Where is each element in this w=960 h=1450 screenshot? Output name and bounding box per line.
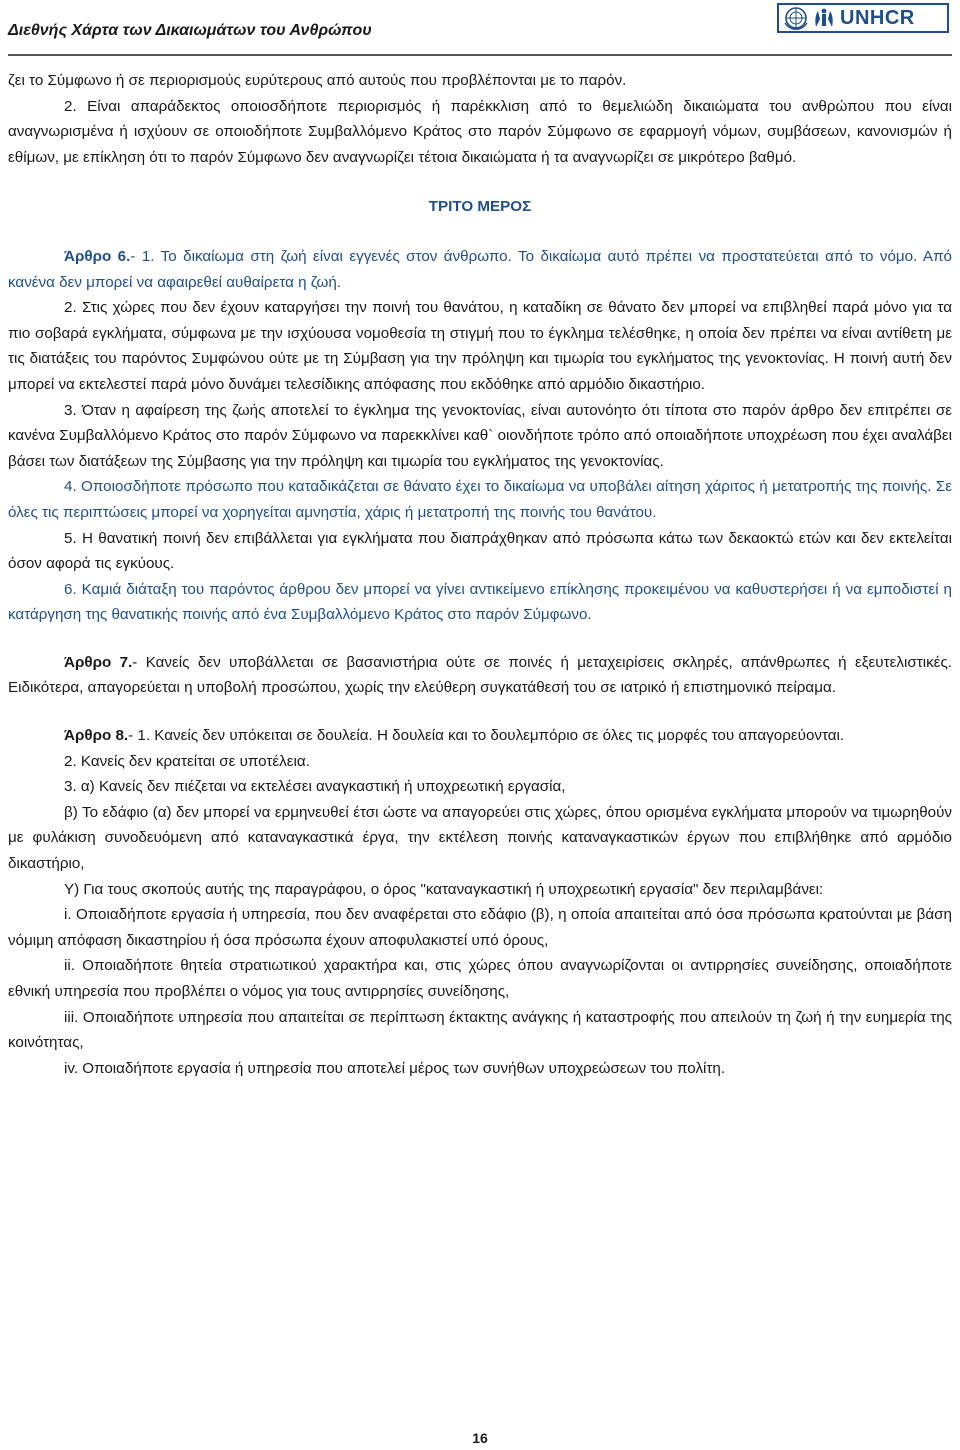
- article-7: [8, 650, 952, 701]
- paragraph: 5. Η θανατική ποινή δεν επιβάλλεται για εγκλήματα που διαπράχθηκαν από πρόσωπα κάτω των δεκαοκτώ ετών και δεν εκτελείται όσον αφορά τις εγκύους.: [8, 529, 952, 573]
- spacer: [8, 628, 952, 650]
- article-text: - 1. Το δικαίωμα στη ζωή είναι εγγενές στον άνθρωπο. Το δικαίωμα αυτό πρέπει να προστατεύεται από το νόμο. Από κανένα δεν μπορεί να αφαιρεθεί αυθαίρετα η ζωή.: [8, 247, 952, 291]
- unhcr-logo: [777, 3, 949, 33]
- paragraph: Υ) Για τους σκοπούς αυτής της παραγράφου, ο όρος "καταναγκαστική ή υποχρεωτική εργασία" δεν περιλαμβάνει:: [64, 880, 824, 898]
- article-8-paragraph-1: [8, 723, 952, 749]
- un-emblem-icon: [782, 5, 810, 31]
- paragraph: 4. Οποιοσδήποτε πρόσωπο που καταδικάζεται σε θάνατο έχει το δικαίωμα να υποβάλει αίτηση χάριτος ή μετατροπής της ποινής. Σε όλες τις περιπτώσεις μπορεί να χορηγείται αμνηστία, χάρις ή μετατροπή της ποινής του θανάτου.: [8, 478, 952, 521]
- paragraph: 6. Καμιά διάταξη του παρόντος άρθρου δεν μπορεί να γίνει αντικείμενο επίκλησης προκειμένου να καθυστερήσει ή να εμποδιστεί η κατάργηση της θανατικής ποινής από ένα Συμβαλλόμενο Κράτος στο παρόν Σύμφωνο.: [8, 580, 952, 624]
- article-label: Άρθρο 6.: [64, 247, 131, 265]
- refugee-hands-icon: [812, 5, 836, 31]
- header-divider: [8, 54, 952, 56]
- spacer: [8, 701, 952, 723]
- paragraph: 2. Στις χώρες που δεν έχουν καταργήσει την ποινή του θανάτου, η καταδίκη σε θάνατο δεν μπορεί να επιβληθεί παρά μόνο για τα πιο σοβαρά εγκλήματα, σύμφωνα με την ισχύουσα νομοθεσία τη στιγμή που το έγκλημα τελέσθηκε, η οποία δεν πρέπει να είναι αντίθετη με τις διατάξεις του παρόντος Συμφώνου ούτε με τη Σύμβαση για την πρόληψη και τιμωρία του εγκλήματος της γενοκτονίας. Η ποινή αυτή δεν μπορεί να εκτελεστεί παρά μόνο δυνάμει τελεσίδικης απόφασης που εκδόθηκε από αρμόδιο δικαστήριο.: [8, 299, 952, 393]
- logo-text: UNHCR: [840, 6, 915, 29]
- spacer: [8, 170, 952, 194]
- list-item: ii. Οποιαδήποτε θητεία στρατιωτικού χαρακτήρα και, στις χώρες όπου αναγνωρίζονται οι αντιρρησίες συνείδησης, οποιαδήποτε εθνική υπηρεσία που προβλέπει ο νόμος για τους αντιρρησίες συνείδησης,: [8, 957, 952, 1000]
- document-title: Διεθνής Χάρτα των Δικαιωμάτων του Ανθρώπου: [8, 22, 372, 39]
- paragraph: 3. Όταν η αφαίρεση της ζωής αποτελεί το έγκλημα της γενοκτονίας, είναι αυτονόητο ότι τίποτα στο παρόν άρθρο δεν επιτρέπει σε κανένα Συμβαλλόμενο Κράτος στο παρόν Σύμφωνο να παρεκκλίνει καθ` οιονδήποτε τρόπο από οποιαδήποτε υποχρέωση που έχει αναλάβει βάσει των διατάξεων της Σύμβασης για την πρόληψη και τιμωρία του εγκλήματος της γενοκτονίας.: [8, 401, 952, 470]
- list-item: i. Οποιαδήποτε εργασία ή υπηρεσία, που δεν αναφέρεται στο εδάφιο (β), η οποία απαιτείται από όσα πρόσωπα κρατούνται με βάση νόμιμη απόφαση δικαστηρίου ή όσα πρόσωπα έχουν αποφυλακιστεί υπό όρους,: [8, 906, 952, 949]
- paragraph: 2. Είναι απαράδεκτος οποιοσδήποτε περιορισμός ή παρέκκλιση από το θεμελιώδη δικαιώματα του ανθρώπου που είναι αναγνωρισμένα ή ισχύουν σε οποιοδήποτε Συμβαλλόμενο Κράτος στο παρόν Σύμφωνο σε εφαρμογή νόμων, συμβάσεων, κανονισμών ή εθίμων, με επίκληση ότι το παρόν Σύμφωνο δεν αναγνωρίζει τέτοια δικαιώματα ή τα αναγνωρίζει σε μικρότερο βαθμό.: [8, 97, 952, 166]
- paragraph: ζει το Σύμφωνο ή σε περιορισμούς ευρύτερους από αυτούς που προβλέπονται με το παρόν.: [8, 72, 627, 89]
- article-label: Άρθρο 8.: [64, 727, 129, 745]
- paragraph: 2. Κανείς δεν κρατείται σε υποτέλεια.: [64, 752, 310, 770]
- section-title: ΤΡΙΤΟ ΜΕΡΟΣ: [428, 198, 532, 216]
- article-6-paragraph-1: [8, 244, 952, 295]
- paragraph: 3. α) Κανείς δεν πιέζεται να εκτελέσει αναγκαστική ή υποχρεωτική εργασία,: [64, 778, 566, 796]
- article-label: Άρθρο 7.: [64, 653, 133, 671]
- document-body: [8, 68, 952, 1081]
- article-text: - Κανείς δεν υποβάλλεται σε βασανιστήρια ούτε σε ποινές ή μεταχειρίσεις σκληρές, απάνθρωπες ή εξευτελιστικές. Ειδικότερα, απαγορεύεται η υποβολή προσώπου, χωρίς την ελεύθερη συγκατάθεσή του σε ιατρικό ή επιστημονικό πείραμα.: [8, 653, 952, 697]
- spacer: [8, 220, 952, 244]
- list-item: iv. Οποιαδήποτε εργασία ή υπηρεσία που αποτελεί μέρος των συνήθων υποχρεώσεων του πολίτη.: [64, 1059, 726, 1077]
- list-item: iii. Οποιαδήποτε υπηρεσία που απαιτείται σε περίπτωση έκτακτης ανάγκης ή καταστροφής που απειλούν τη ζωή ή την ευημερία της κοινότητας,: [8, 1008, 952, 1052]
- article-text: - 1. Κανείς δεν υπόκειται σε δουλεία. Η δουλεία και το δουλεμπόριο σε όλες τις μορφές του απαγορεύονται.: [128, 727, 845, 745]
- page-header: [0, 0, 960, 60]
- paragraph: β) Το εδάφιο (α) δεν μπορεί να ερμηνευθεί έτσι ώστε να απαγορεύει στις χώρες, όπου ορισμένα εγκλήματα μπορούν να τιμωρηθούν με φυλάκιση συνοδευόμενη από καταναγκαστικά έργα, την εκτέλεση ποινής καταναγκαστικών έργων που επιβλήθηκε από αρμόδιο δικαστήριο,: [8, 803, 952, 873]
- page-number: 16: [472, 1430, 488, 1446]
